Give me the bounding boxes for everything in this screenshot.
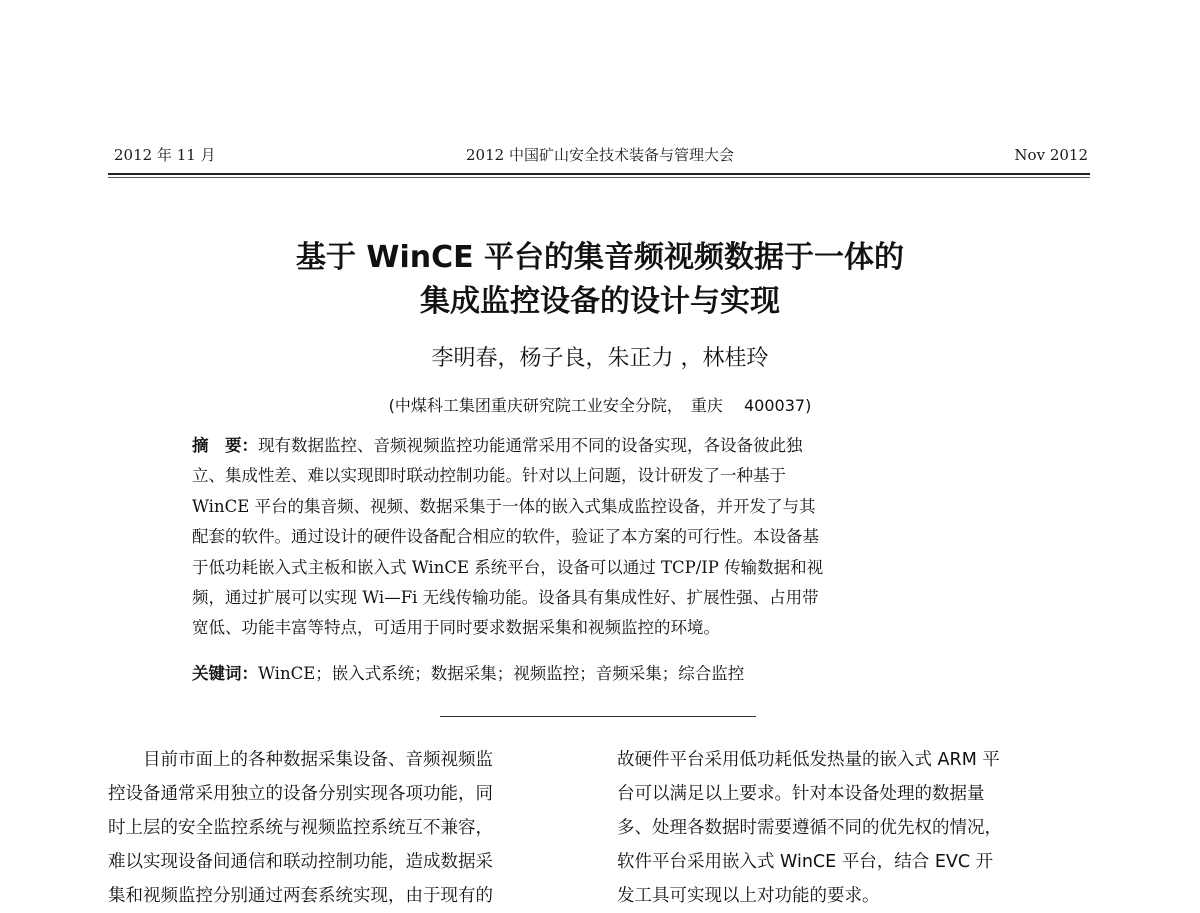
keywords-label: 关键词： <box>192 664 258 683</box>
body-line: 时上层的安全监控系统与视频监控系统互不兼容， <box>108 818 493 838</box>
section-separator <box>440 716 756 717</box>
header-rule-thick <box>108 173 1090 175</box>
body-line: 控设备通常采用独立的设备分别实现各项功能，同 <box>108 784 493 804</box>
abstract-line: WinCE 平台的集音频、视频、数据采集于一体的嵌入式集成监控设备，并开发了与其 <box>192 496 816 516</box>
running-header-conference: 2012 中国矿山安全技术装备与管理大会 <box>466 146 734 164</box>
body-column-right <box>617 743 1090 913</box>
keywords <box>192 659 744 689</box>
body-line: 故硬件平台采用低功耗低发热量的嵌入式 ARM 平 <box>617 750 1000 770</box>
body-line: 台可以满足以上要求。针对本设备处理的数据量 <box>617 784 985 804</box>
abstract-line <box>192 431 1007 461</box>
body-line: 发工具可实现以上对功能的要求。 <box>617 886 880 906</box>
abstract-line: 立、集成性差、难以实现即时联动控制功能。针对以上问题，设计研发了一种基于 <box>192 466 786 486</box>
abstract-line: 频，通过扩展可以实现 Wi—Fi 无线传输功能。设备具有集成性好、扩展性强、占用带 <box>192 587 819 607</box>
running-header-date: 2012 年 11 月 <box>114 146 216 164</box>
abstract-line-text: 现有数据监控、音频视频监控功能通常采用不同的设备实现，各设备彼此独 <box>258 436 803 455</box>
header-rule-thin <box>108 177 1090 178</box>
abstract-label: 摘 要： <box>192 436 258 455</box>
abstract <box>192 431 1007 644</box>
body-line: 目前市面上的各种数据采集设备、音频视频监 <box>108 750 493 770</box>
running-header-date-en: Nov 2012 <box>1014 146 1088 164</box>
affiliation: (中煤科工集团重庆研究院工业安全分院， 重庆 400037) <box>388 396 812 415</box>
body-line: 集和视频监控分别通过两套系统实现，由于现有的 <box>108 886 493 906</box>
abstract-line: 于低功耗嵌入式主板和嵌入式 WinCE 系统平台，设备可以通过 TCP/IP 传输数据和视 <box>192 557 824 577</box>
body-line: 难以实现设备间通信和联动控制功能，造成数据采 <box>108 852 493 872</box>
body-column-left <box>108 743 578 913</box>
abstract-line: 配套的软件。通过设计的硬件设备配合相应的软件，验证了本方案的可行性。本设备基 <box>192 527 819 547</box>
authors: 李明春，杨子良，朱正力 ，林桂玲 <box>431 346 769 371</box>
abstract-line: 宽低、功能丰富等特点，可适用于同时要求数据采集和视频监控的环境。 <box>192 618 720 638</box>
body-line: 软件平台采用嵌入式 WinCE 平台，结合 EVC 开 <box>617 852 994 872</box>
keywords-text: WinCE；嵌入式系统；数据采集；视频监控；音频采集；综合监控 <box>258 664 745 683</box>
paper-title-line-1: 基于 WinCE 平台的集音频视频数据于一体的 <box>295 240 905 275</box>
paper-title-line-2: 集成监控设备的设计与实现 <box>420 284 780 319</box>
body-line: 多、处理各数据时需要遵循不同的优先权的情况， <box>617 818 1002 838</box>
